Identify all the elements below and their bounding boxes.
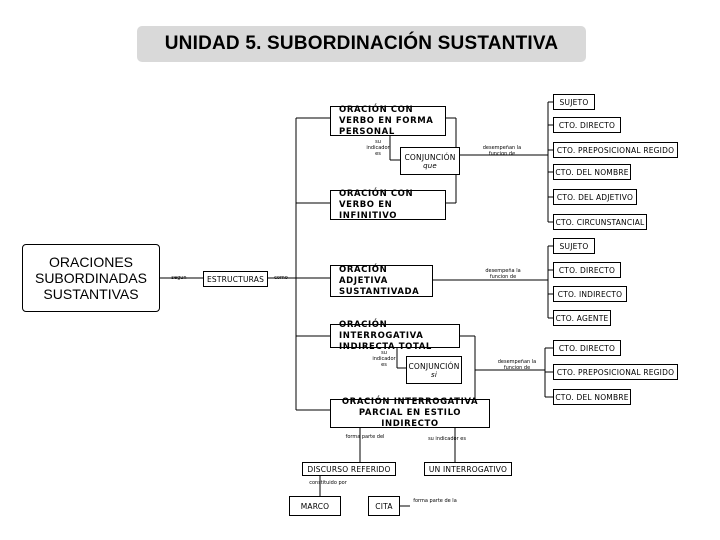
verbo-personal-box: ORACIÓN CON VERBO EN FORMA PERSONAL (330, 106, 446, 136)
discurso-referido-box: DISCURSO REFERIDO (302, 462, 396, 476)
estructuras-box: ESTRUCTURAS (203, 271, 268, 287)
label-desempena-2: desempeña la funcion de (485, 268, 521, 280)
interrogativa-total-box: ORACIÓN INTERROGATIVA INDIRECTA TOTAL (330, 324, 460, 348)
fn1-cto-preposicional: CTO. PREPOSICIONAL REGIDO (553, 142, 678, 158)
fn1-sujeto: SUJETO (553, 94, 595, 110)
fn2-cto-directo: CTO. DIRECTO (553, 262, 621, 278)
label-su-indicador-2: su indicador es (372, 350, 396, 368)
conjuncion-si-label: CONJUNCIÓN (408, 361, 460, 371)
fn2-cto-indirecto: CTO. INDIRECTO (553, 286, 627, 302)
page-title: UNIDAD 5. SUBORDINACIÓN SUSTANTIVA (137, 26, 586, 62)
fn1-cto-adjetivo: CTO. DEL ADJETIVO (553, 189, 637, 205)
label-su-indicador-1: su indicador es (366, 139, 390, 157)
si-label: si (431, 370, 437, 379)
adjetiva-box: ORACIÓN ADJETIVA SUSTANTIVADA (330, 265, 433, 297)
fn3-cto-nombre: CTO. DEL NOMBRE (553, 389, 631, 405)
root-node: ORACIONES SUBORDINADAS SUSTANTIVAS (22, 244, 160, 312)
fn2-cto-agente: CTO. AGENTE (553, 310, 611, 326)
label-como: como (274, 275, 288, 281)
interrogativa-parcial-box: ORACIÓN INTERROGATIVA PARCIAL EN ESTILO INDIRECTO (330, 399, 490, 428)
label-forma-parte-de-la: forma parte de la (413, 498, 457, 504)
un-interrogativo-box: UN INTERROGATIVO (424, 462, 512, 476)
fn3-cto-preposicional: CTO. PREPOSICIONAL REGIDO (553, 364, 678, 380)
conjuncion-que-box (400, 147, 460, 175)
cita-box: CITA (368, 496, 400, 516)
fn3-cto-directo: CTO. DIRECTO (553, 340, 621, 356)
fn1-cto-directo: CTO. DIRECTO (553, 117, 621, 133)
marco-box: MARCO (289, 496, 341, 516)
fn1-cto-circunstancial: CTO. CIRCUNSTANCIAL (553, 214, 647, 230)
fn2-sujeto: SUJETO (553, 238, 595, 254)
label-forma-parte-del: forma parte del (345, 434, 385, 440)
verbo-infinitivo-box: ORACIÓN CON VERBO EN INFINITIVO (330, 190, 446, 220)
que-label: que (423, 161, 437, 170)
fn1-cto-nombre: CTO. DEL NOMBRE (553, 164, 631, 180)
label-su-indicador-3: su indicador es (428, 436, 466, 442)
label-desempenan-3: desempeñan la funcion de (497, 359, 537, 371)
conjuncion-si-box (406, 356, 462, 384)
label-desempenan-1: desempeñan la funcion de (482, 145, 522, 157)
label-segun: segun (171, 275, 187, 281)
label-constituido-por: constituido por (309, 480, 347, 486)
conjuncion-que-label: CONJUNCIÓN (404, 152, 456, 162)
